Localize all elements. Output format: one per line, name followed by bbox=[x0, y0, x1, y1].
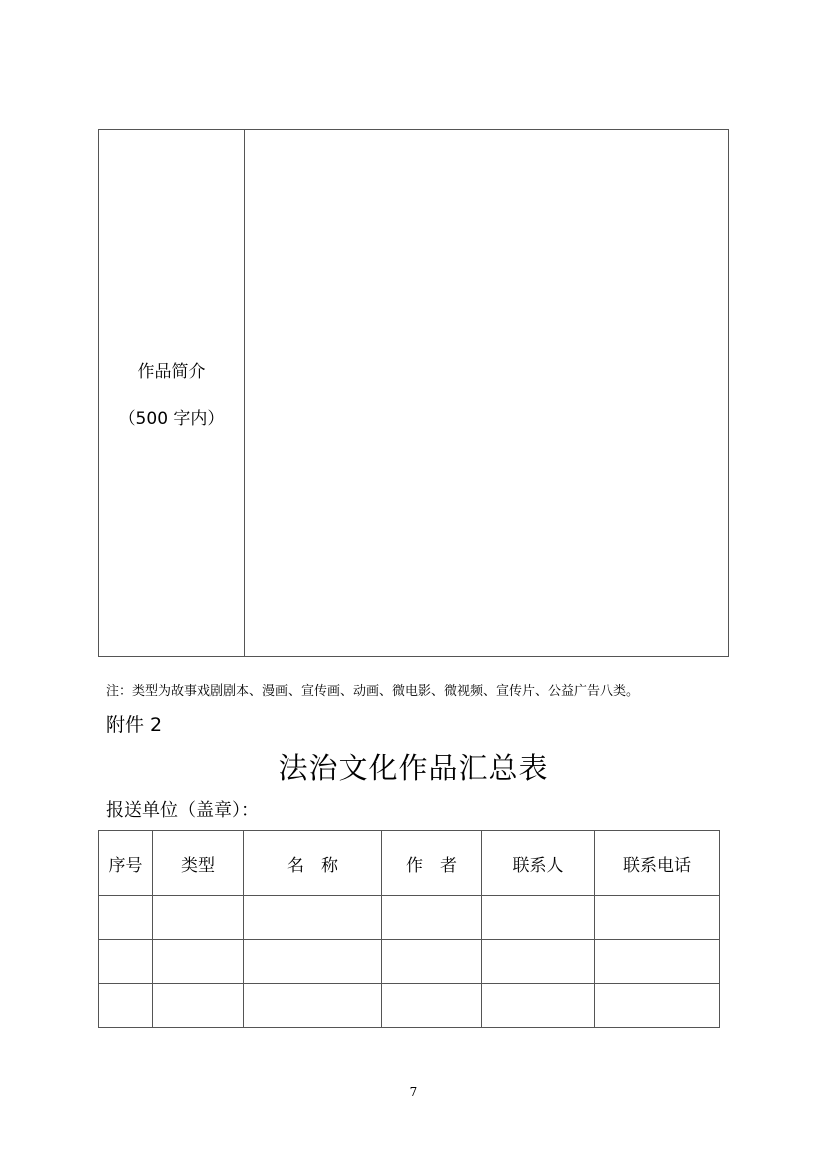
work-introduction-label-cell bbox=[99, 130, 245, 657]
work-introduction-label: 作品简介 bbox=[137, 362, 206, 382]
table-cell[interactable] bbox=[595, 896, 720, 940]
table-cell[interactable] bbox=[99, 896, 153, 940]
table-cell[interactable] bbox=[382, 896, 482, 940]
table-cell[interactable] bbox=[382, 984, 482, 1028]
table-row bbox=[99, 896, 720, 940]
summary-table bbox=[98, 830, 720, 1028]
header-serial-number: 序号 bbox=[99, 831, 153, 896]
work-introduction-content-cell[interactable] bbox=[245, 130, 729, 657]
submitting-unit-label: 报送单位（盖章）： bbox=[106, 800, 259, 821]
header-type: 类型 bbox=[153, 831, 244, 896]
table-cell[interactable] bbox=[244, 984, 382, 1028]
table-cell[interactable] bbox=[482, 896, 595, 940]
table-cell[interactable] bbox=[244, 896, 382, 940]
work-introduction-row bbox=[99, 130, 729, 657]
table-row bbox=[99, 984, 720, 1028]
category-note: 注：类型为故事戏剧剧本、漫画、宣传画、动画、微电影、微视频、宣传片、公益广告八类。 bbox=[106, 684, 640, 699]
table-cell[interactable] bbox=[153, 940, 244, 984]
table-cell[interactable] bbox=[382, 940, 482, 984]
header-author: 作 者 bbox=[382, 831, 482, 896]
table-cell[interactable] bbox=[153, 984, 244, 1028]
table-row bbox=[99, 940, 720, 984]
work-introduction-table bbox=[98, 129, 729, 657]
word-limit-label: （500 字内） bbox=[118, 409, 225, 429]
header-contact-person: 联系人 bbox=[482, 831, 595, 896]
summary-title: 法治文化作品汇总表 bbox=[278, 751, 549, 785]
table-cell[interactable] bbox=[595, 984, 720, 1028]
page-number: 7 bbox=[409, 1085, 418, 1099]
table-cell[interactable] bbox=[153, 896, 244, 940]
header-contact-phone: 联系电话 bbox=[595, 831, 720, 896]
table-cell[interactable] bbox=[99, 940, 153, 984]
table-cell[interactable] bbox=[595, 940, 720, 984]
table-cell[interactable] bbox=[244, 940, 382, 984]
table-cell[interactable] bbox=[482, 984, 595, 1028]
header-name: 名 称 bbox=[244, 831, 382, 896]
annex-label: 附件 2 bbox=[106, 714, 163, 736]
summary-table-header-row bbox=[99, 831, 720, 896]
table-cell[interactable] bbox=[482, 940, 595, 984]
table-cell[interactable] bbox=[99, 984, 153, 1028]
